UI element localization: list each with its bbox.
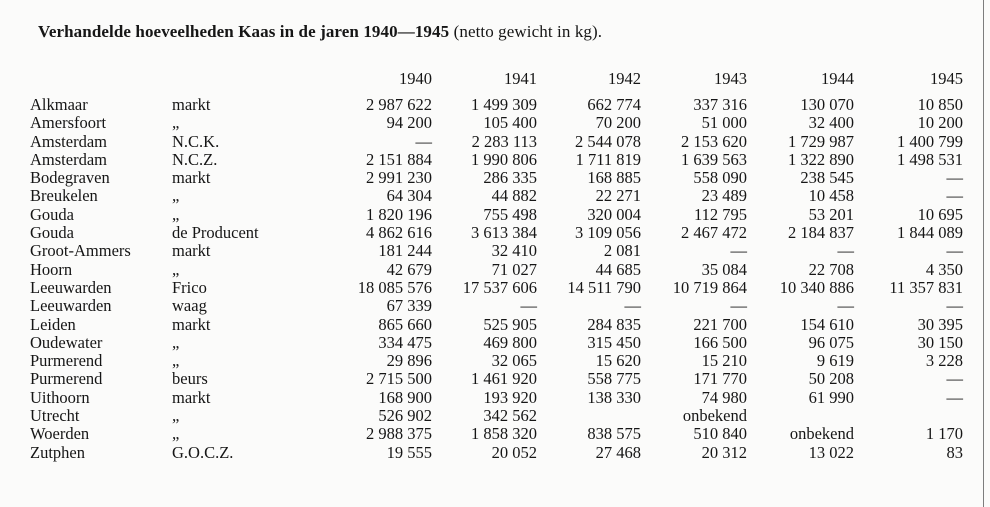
market-cell: waag	[172, 296, 207, 316]
value-cell: 14 511 790	[567, 277, 641, 297]
value-cell: 22 708	[808, 259, 854, 279]
value-cell: 838 575	[587, 424, 641, 444]
value-cell: 1 639 563	[681, 149, 747, 169]
value-cell: 558 090	[693, 168, 747, 188]
value-cell: 32 065	[491, 351, 537, 371]
value-cell: 94 200	[386, 113, 432, 133]
year-header: 1940	[399, 69, 432, 88]
value-cell: 27 468	[595, 442, 641, 462]
value-cell: 320 004	[587, 204, 641, 224]
table-row	[0, 242, 990, 260]
value-cell: 13 022	[808, 442, 854, 462]
value-cell: 154 610	[800, 314, 854, 334]
table-row	[0, 169, 990, 187]
value-cell: 10 719 864	[672, 277, 747, 297]
value-cell: 10 695	[917, 204, 963, 224]
value-cell: 64 304	[386, 186, 432, 206]
value-cell: 51 000	[701, 113, 747, 133]
city-cell: Uithoorn	[30, 387, 90, 407]
city-cell: Breukelen	[30, 186, 98, 206]
table-row	[0, 206, 990, 224]
value-cell: —	[946, 168, 963, 188]
market-cell: markt	[172, 241, 211, 261]
value-cell: 9 619	[816, 351, 854, 371]
value-cell: 2 467 472	[681, 223, 747, 243]
value-cell: 2 987 622	[366, 95, 432, 114]
value-cell: 510 840	[693, 424, 747, 444]
value-cell: 130 070	[800, 95, 854, 114]
value-cell: 44 685	[595, 259, 641, 279]
market-cell: „	[172, 186, 180, 206]
market-cell: markt	[172, 168, 211, 188]
value-cell: 4 862 616	[366, 223, 432, 243]
city-cell: Zutphen	[30, 442, 85, 462]
city-cell: Purmerend	[30, 369, 103, 389]
value-cell: 11 357 831	[889, 277, 963, 297]
value-cell: 1 711 819	[575, 149, 641, 169]
value-cell: 20 312	[701, 442, 747, 462]
city-cell: Leeuwarden	[30, 296, 112, 316]
table-row	[0, 279, 990, 297]
market-cell: „	[172, 406, 180, 426]
value-cell: 10 458	[808, 186, 854, 206]
city-cell: Leiden	[30, 314, 76, 334]
market-cell: Frico	[172, 277, 207, 297]
table-row	[0, 425, 990, 443]
value-cell: 42 679	[386, 259, 432, 279]
value-cell: 1 400 799	[897, 131, 963, 151]
table-row	[0, 114, 990, 132]
city-cell: Gouda	[30, 204, 74, 224]
table-title	[38, 22, 602, 42]
value-cell: onbekend	[789, 424, 854, 444]
value-cell: —	[837, 241, 854, 261]
year-header: 1942	[608, 69, 641, 88]
value-cell: 755 498	[483, 204, 537, 224]
table-row	[0, 96, 990, 114]
table-row	[0, 334, 990, 352]
year-header-row	[0, 70, 990, 96]
table-row	[0, 370, 990, 388]
value-cell: 105 400	[483, 113, 537, 133]
value-cell: 1 858 320	[471, 424, 537, 444]
table-row	[0, 151, 990, 169]
value-cell: 2 544 078	[575, 131, 641, 151]
value-cell: 334 475	[378, 332, 432, 352]
table-row	[0, 407, 990, 425]
city-cell: Oudewater	[30, 332, 103, 352]
value-cell: —	[946, 387, 963, 407]
value-cell: 18 085 576	[357, 277, 432, 297]
table-body	[0, 96, 990, 462]
market-cell: „	[172, 113, 180, 133]
table-title-main: Verhandelde hoeveelheden Kaas in de jaren 1940—1945	[38, 22, 450, 41]
value-cell: 2 991 230	[366, 168, 432, 188]
value-cell: 2 151 884	[366, 149, 432, 169]
city-cell: Groot-Ammers	[30, 241, 131, 261]
value-cell: 1 499 309	[471, 95, 537, 114]
value-cell: 171 770	[693, 369, 747, 389]
value-cell: 2 715 500	[366, 369, 432, 389]
cheese-trade-table	[0, 70, 990, 462]
market-cell: markt	[172, 95, 211, 114]
value-cell: 10 850	[917, 95, 963, 114]
value-cell: 3 613 384	[471, 223, 537, 243]
market-cell: „	[172, 351, 180, 371]
value-cell: 2 283 113	[471, 131, 537, 151]
year-header: 1944	[821, 69, 854, 88]
value-cell: 1 844 089	[897, 223, 963, 243]
city-cell: Hoorn	[30, 259, 73, 279]
value-cell: 238 545	[800, 168, 854, 188]
value-cell: 15 210	[701, 351, 747, 371]
table-row	[0, 389, 990, 407]
value-cell: 53 201	[808, 204, 854, 224]
table-row	[0, 133, 990, 151]
value-cell: 166 500	[693, 332, 747, 352]
value-cell: 1 498 531	[897, 149, 963, 169]
value-cell: 2 184 837	[788, 223, 854, 243]
value-cell: 2 153 620	[681, 131, 747, 151]
value-cell: 96 075	[808, 332, 854, 352]
table-row	[0, 297, 990, 315]
value-cell: 284 835	[587, 314, 641, 334]
table-row	[0, 444, 990, 462]
value-cell: 1 820 196	[366, 204, 432, 224]
table-row	[0, 316, 990, 334]
value-cell: 1 170	[925, 424, 963, 444]
market-cell: G.O.C.Z.	[172, 442, 234, 462]
value-cell: 168 900	[378, 387, 432, 407]
value-cell: 29 896	[386, 351, 432, 371]
market-cell: N.C.Z.	[172, 149, 218, 169]
value-cell: onbekend	[682, 406, 747, 426]
table-row	[0, 261, 990, 279]
year-header: 1945	[930, 69, 963, 88]
value-cell: 526 902	[378, 406, 432, 426]
value-cell: —	[837, 296, 854, 316]
value-cell: 20 052	[491, 442, 537, 462]
market-cell: „	[172, 332, 180, 352]
value-cell: —	[946, 241, 963, 261]
value-cell: 83	[946, 442, 963, 462]
market-cell: de Producent	[172, 223, 259, 243]
value-cell: 865 660	[378, 314, 432, 334]
market-cell: markt	[172, 387, 211, 407]
value-cell: —	[730, 296, 747, 316]
value-cell: —	[730, 241, 747, 261]
value-cell: 193 920	[483, 387, 537, 407]
value-cell: 50 208	[808, 369, 854, 389]
value-cell: 61 990	[808, 387, 854, 407]
city-cell: Gouda	[30, 223, 74, 243]
value-cell: 22 271	[595, 186, 641, 206]
value-cell: 23 489	[701, 186, 747, 206]
value-cell: 1 322 890	[788, 149, 854, 169]
value-cell: —	[520, 296, 537, 316]
value-cell: 337 316	[693, 95, 747, 114]
value-cell: 74 980	[701, 387, 747, 407]
value-cell: 221 700	[693, 314, 747, 334]
value-cell: 35 084	[701, 259, 747, 279]
city-cell: Woerden	[30, 424, 90, 444]
table-title-unit: (netto gewicht in kg).	[449, 22, 603, 41]
value-cell: 15 620	[595, 351, 641, 371]
market-cell: markt	[172, 314, 211, 334]
year-header: 1941	[504, 69, 537, 88]
value-cell: 10 340 886	[779, 277, 854, 297]
value-cell: 30 150	[917, 332, 963, 352]
city-cell: Utrecht	[30, 406, 80, 426]
value-cell: 30 395	[917, 314, 963, 334]
market-cell: „	[172, 259, 180, 279]
table-row	[0, 187, 990, 205]
value-cell: —	[415, 131, 432, 151]
value-cell: 138 330	[587, 387, 641, 407]
market-cell: „	[172, 204, 180, 224]
city-cell: Bodegraven	[30, 168, 110, 188]
value-cell: 71 027	[491, 259, 537, 279]
value-cell: 70 200	[595, 113, 641, 133]
value-cell: 10 200	[917, 113, 963, 133]
value-cell: 2 988 375	[366, 424, 432, 444]
value-cell: —	[946, 296, 963, 316]
value-cell: 525 905	[483, 314, 537, 334]
value-cell: —	[946, 186, 963, 206]
value-cell: 469 800	[483, 332, 537, 352]
value-cell: 168 885	[587, 168, 641, 188]
city-cell: Amsterdam	[30, 149, 107, 169]
value-cell: 3 228	[925, 351, 963, 371]
value-cell: 1 990 806	[471, 149, 537, 169]
value-cell: 17 537 606	[462, 277, 537, 297]
value-cell: —	[624, 296, 641, 316]
value-cell: 19 555	[386, 442, 432, 462]
value-cell: 342 562	[483, 406, 537, 426]
value-cell: 1 461 920	[471, 369, 537, 389]
value-cell: 67 339	[386, 296, 432, 316]
city-cell: Alkmaar	[30, 95, 88, 114]
value-cell: 32 410	[491, 241, 537, 261]
value-cell: 44 882	[491, 186, 537, 206]
year-header: 1943	[714, 69, 747, 88]
value-cell: 3 109 056	[575, 223, 641, 243]
market-cell: N.C.K.	[172, 131, 220, 151]
city-cell: Leeuwarden	[30, 277, 112, 297]
value-cell: 662 774	[587, 95, 641, 114]
value-cell: 2 081	[603, 241, 641, 261]
value-cell: 4 350	[925, 259, 963, 279]
value-cell: 558 775	[587, 369, 641, 389]
table-row	[0, 224, 990, 242]
value-cell: 286 335	[483, 168, 537, 188]
value-cell: 315 450	[587, 332, 641, 352]
city-cell: Amsterdam	[30, 131, 107, 151]
city-cell: Amersfoort	[30, 113, 107, 133]
city-cell: Purmerend	[30, 351, 103, 371]
value-cell: 32 400	[808, 113, 854, 133]
value-cell: 181 244	[378, 241, 432, 261]
market-cell: „	[172, 424, 180, 444]
value-cell: 1 729 987	[788, 131, 854, 151]
market-cell: beurs	[172, 369, 208, 389]
value-cell: —	[946, 369, 963, 389]
table-row	[0, 352, 990, 370]
value-cell: 112 795	[693, 204, 747, 224]
